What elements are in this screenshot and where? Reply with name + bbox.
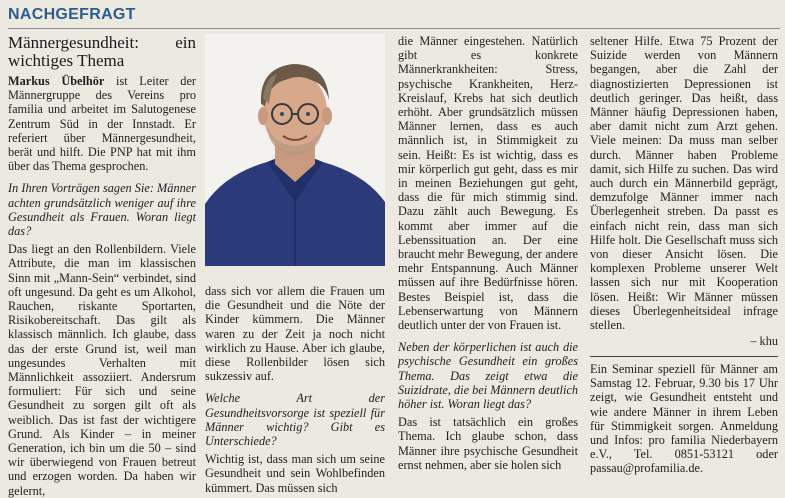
question-1: In Ihren Vorträgen sagen Sie: Männer achten grundsätzlich weniger auf ihre Gesundheit als Frauen. Woran liegt das? [8, 181, 196, 239]
author-signature: – khu [750, 334, 778, 349]
column-1 [8, 34, 196, 498]
answer-3-part-1: Das ist tatsächlich ein großes Thema. Ich glaube schon, dass Männer ihre psychische Gesundheit ernst nehmen, aber sie holen sich [398, 415, 578, 472]
answer-1-part-2: dass sich vor allem die Frauen um die Gesundheit und die Nöte der Kinder kümmern. Die Männer waren zu der Zeit ja noch nicht wirklich zu Hause. Aber ich glaube, diese Rollenbilder lösen sich sukzessiv auf. [205, 284, 385, 384]
section-header [0, 0, 785, 32]
info-box-text: Ein Seminar speziell für Männer am Samstag 12. Februar, 9.30 bis 17 Uhr zeigt, wie Gesundheit entsteht und wie andere Männer in ihrem Leben für Stimmigkeit sorgen. Anmeldung und Infos: pro familia Niederbayern e.V., Tel. 0851-53121 oder passau@profamilia.de. [590, 362, 778, 476]
question-3: Neben der körperlichen ist auch die psychische Gesundheit ein großes Thema. Das zeigt etwa die Suizidrate, die bei Männern deutlich höher ist. Woran liegt das? [398, 340, 578, 412]
portrait-illustration [205, 34, 385, 266]
column-4 [590, 34, 778, 348]
portrait-photo [205, 34, 385, 266]
header-rule [8, 28, 780, 29]
answer-1-part-1: Das liegt an den Rollenbildern. Viele Attribute, die man im klassischen Sinn mit „Mann-Sein“ verbindet, sind oft ungesund. Da geht es um Alkohol, Rauchen, riskante Sportarten, Risikobereitschaft. Das gilt als klassisch männlich. Ich glaube, dass das der erste Grund ist, weil man ungesundes Verhalten mit Männlichkeit assoziiert. Andersrum formuliert: Für sich und seine Gesundheit zu sorgen gilt oft als weiblich. Das ist fast der wichtigere Grund. Als Kinder – in meiner Generation, ich bin um die 50 – sind wir überwiegend von Frauen betreut und erzogen worden. Da haben wir gelernt, [8, 242, 196, 498]
question-2: Welche Art der Gesundheitsvorsorge ist speziell für Männer wichtig? Gibt es Unterschiede? [205, 391, 385, 449]
section-label: NACHGEFRAGT [8, 6, 136, 23]
intro-text: ist Leiter der Männergruppe des Vereins pro familia und arbeitet im Salutogenese Zentrum Süd in der Innstadt. Er referiert über Männergesundheit, berät und hilft. Die PNP hat mit ihm über das Thema gesprochen. [8, 74, 196, 174]
intro-paragraph [8, 74, 196, 173]
answer-2-part-1: Wichtig ist, dass man sich um seine Gesundheit und sein Wohlbefinden kümmert. Das müssen sich [205, 452, 385, 495]
answer-3-part-2: seltener Hilfe. Etwa 75 Prozent der Suizide werden von Männern begangen, aber die Zahl der diagnostizierten Depressionen ist deutlich geringer. Das heißt, dass Männer häufig Depressionen haben, aber damit nicht zum Arzt gehen. Viele meinen: Da muss man selber durch. Männer haben Probleme damit, sich Hilfe zu suchen. Das wird auch durch ein Männerbild geprägt, demzufolge Männer immer nach Überlegenheit streben. Da passt es einfach nicht rein, dass man sich Hilfe holt. Die Gesellschaft muss sich von dieser Ansicht lösen. Die komplexen Probleme unserer Welt lassen sich nur mit Kooperation lösen. Heißt: Wir Männer müssen dieses Überlegenheitsideal infrage stellen. [590, 34, 778, 333]
headline: Männergesundheit: ein wichtiges Thema [8, 33, 196, 70]
column-2 [205, 284, 385, 495]
answer-2-part-2: die Männer eingestehen. Natürlich gibt es konkrete Männerkrankheiten: Stress, psychische Krankheiten, Herz-Kreislauf, Krebs hat sich deutlich erhöht. Aber grundsätzlich müssen Männer lernen, dass es auch männlich ist, in Stimmigkeit zu sein. Heißt: Es ist wichtig, dass es mir körperlich gut geht, dass es mir in meinen Beziehungen gut geht, dass die für mich stimmig sind. Dazu zählt auch Bewegung. Es kommt aber immer auf die Lebenssituation an. Der eine braucht mehr Bewegung, der andere mehr Entspannung. Auch Männer müssen auf ihre Bedürfnisse hören. Bestes Beispiel ist, dass die Lebenserwartung von Männern deutlich unter der von Frauen ist. [398, 34, 578, 333]
column-3 [398, 34, 578, 472]
intro-name: Markus Übelhör [8, 74, 105, 88]
info-box [590, 362, 778, 476]
info-box-rule [590, 356, 778, 357]
